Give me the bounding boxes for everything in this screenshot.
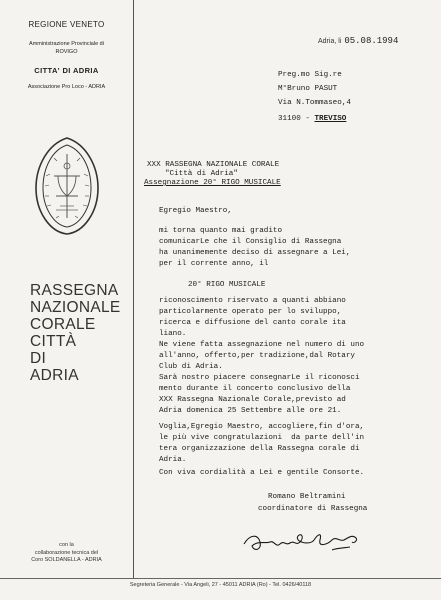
paragraph-line: particolarmente operato per lo sviluppo, (159, 308, 342, 316)
letterhead-administration (0, 40, 133, 56)
date-value: 05.08.1994 (344, 36, 399, 46)
paragraph-line: liano. (159, 330, 187, 338)
paragraph-line: per il corrente anno, il (159, 260, 269, 268)
letterhead-association: Associazione Pro Loco - ADRIA (27, 84, 106, 90)
letterhead-divider (133, 0, 134, 578)
award-title: 20° RIGO MUSICALE (188, 281, 266, 289)
paragraph-line: ha unanimemente deciso di assegnare a Lei, (159, 249, 351, 257)
signatory-name: Romano Beltramini (268, 493, 346, 501)
paragraph-line: riconoscimento riservato a quanti abbiano (159, 297, 346, 305)
paragraph-line: ricerca e diffusione del canto corale ita (159, 319, 346, 327)
paragraph-line: Adria domenica 25 Settembre alle ore 21. (159, 407, 342, 415)
paragraph-line: mi torna quanto mai gradito (159, 227, 283, 235)
paragraph-line: Adria. (159, 456, 187, 464)
signatory-role: coordinatore di Rassegna (258, 505, 368, 513)
subject-line: "Città di Adria" (165, 170, 238, 178)
paragraph-line: comunicarLe che il Consiglio di Rassegna (159, 238, 342, 246)
greeting: Egregio Maestro, (159, 207, 232, 215)
recipient-town: TREVISO (314, 115, 347, 123)
handwritten-signature (240, 528, 370, 558)
collaboration-line: con la (59, 542, 74, 548)
footer-secretariat: Segreteria Generale - Via Angeli, 27 - 45011 ADRIA (Ro) - Tel. 0426/40118 (129, 582, 312, 588)
paragraph-line: le più vive congratulazioni da parte dell'in (159, 434, 365, 442)
event-title-line: DI (30, 350, 47, 367)
recipient-name: M°Bruno PASUT (278, 85, 338, 93)
paragraph-line: mento durante il concerto conclusivo della (159, 385, 351, 393)
collaboration-line: Coro SOLDANELLA - ADRIA (31, 557, 102, 563)
event-title-line: CITTÀ (30, 333, 77, 350)
paragraph-line: all'anno, offerto,per tradizione,dal Rotary (159, 352, 355, 360)
subject-underlined: Assegnazione 20° RIGO MUSICALE (144, 179, 281, 187)
seal-emblem-icon (34, 136, 100, 236)
letterhead-region: REGIONE VENETO (28, 20, 105, 29)
administration-line-1: Amministrazione Provinciale di (29, 41, 104, 47)
recipient-separator: - (300, 115, 315, 123)
event-title-line: NAZIONALE (30, 299, 121, 316)
paragraph-line: Club di Adria. (159, 363, 223, 371)
closing: Con viva cordialità a Lei e gentile Consorte. (159, 469, 365, 477)
event-title-line: CORALE (30, 316, 96, 333)
paragraph-line: Voglia,Egregio Maestro, accogliere,fin d'ora, (159, 423, 365, 431)
date-prefix: Adria, li (318, 38, 342, 45)
recipient-street: Via N.Tommaseo,4 (278, 99, 351, 107)
recipient-zip: 31100 (278, 115, 301, 123)
letterhead-city: CITTA' DI ADRIA (34, 66, 99, 75)
event-title (30, 282, 133, 384)
paragraph-line: Ne viene fatta assegnazione nel numero di uno (159, 341, 365, 349)
paragraph-line: tera organizzazione della Rassegna corale di (159, 445, 360, 453)
recipient-salutation: Preg.mo Sig.re (278, 71, 342, 79)
event-title-line: RASSEGNA (30, 282, 119, 299)
recipient-city (278, 114, 346, 125)
paragraph-line: XXX Rassegna Nazionale Corale,previsto ad (159, 396, 346, 404)
collaboration-note (0, 542, 133, 565)
footer-divider (0, 578, 441, 579)
event-title-line: ADRIA (30, 367, 79, 384)
subject-line: XXX RASSEGNA NAZIONALE CORALE (147, 161, 280, 169)
paragraph-line: Sarà nostro piacere consegnarLe il riconosci (159, 374, 360, 382)
letter-date (318, 36, 398, 46)
administration-line-2: ROVIGO (55, 49, 78, 55)
collaboration-line: collaborazione tecnica del (34, 549, 99, 556)
subject-line (144, 178, 281, 189)
